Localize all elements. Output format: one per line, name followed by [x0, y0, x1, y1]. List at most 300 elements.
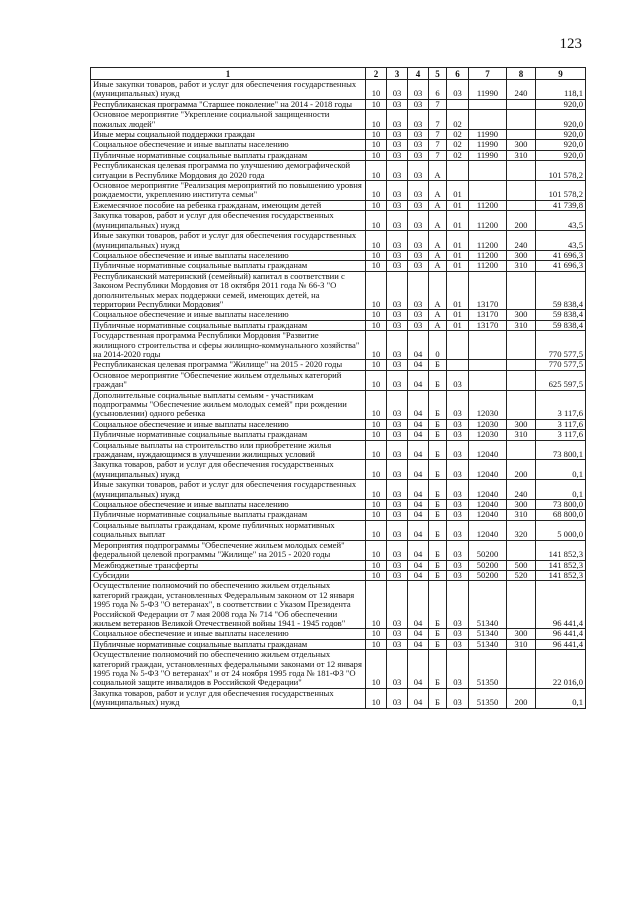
- col-header-subsection: 3: [387, 68, 408, 80]
- cell-expense-type: [507, 440, 536, 460]
- cell-expense-type: [507, 181, 536, 201]
- table-row: [91, 581, 586, 629]
- cell-section: 10: [366, 510, 387, 520]
- cell-expense-type: 300: [507, 629, 536, 639]
- cell-event: 01: [447, 271, 469, 310]
- cell-name: Социальное обеспечение и иные выплаты населению: [91, 500, 366, 510]
- cell-amount: 920,0: [536, 110, 586, 130]
- cell-expense-type: 300: [507, 419, 536, 429]
- cell-program: 03: [408, 181, 429, 201]
- table-row: [91, 629, 586, 639]
- cell-subsection: 03: [387, 520, 408, 540]
- cell-expense-type: [507, 370, 536, 390]
- table-row: [91, 480, 586, 500]
- cell-subprogram: 7: [429, 150, 447, 160]
- cell-direction: 50200: [469, 540, 507, 560]
- cell-expense-type: [507, 650, 536, 689]
- cell-event: [447, 161, 469, 181]
- cell-expense-type: 310: [507, 320, 536, 330]
- cell-program: 04: [408, 540, 429, 560]
- cell-program: 03: [408, 320, 429, 330]
- cell-section: 10: [366, 540, 387, 560]
- cell-subsection: 03: [387, 650, 408, 689]
- cell-direction: 50200: [469, 570, 507, 580]
- cell-program: 04: [408, 581, 429, 629]
- cell-direction: 12040: [469, 520, 507, 540]
- table-row: [91, 419, 586, 429]
- table-row: [91, 440, 586, 460]
- cell-subprogram: Б: [429, 570, 447, 580]
- cell-subprogram: Б: [429, 460, 447, 480]
- cell-section: 10: [366, 629, 387, 639]
- cell-program: 04: [408, 390, 429, 419]
- cell-section: 10: [366, 331, 387, 360]
- cell-program: 04: [408, 460, 429, 480]
- table-row: [91, 430, 586, 440]
- cell-name: Иные меры социальной поддержки граждан: [91, 130, 366, 140]
- cell-subsection: 03: [387, 130, 408, 140]
- cell-program: 03: [408, 271, 429, 310]
- table-row: [91, 130, 586, 140]
- budget-table: [90, 67, 586, 709]
- table-row: [91, 520, 586, 540]
- cell-program: 03: [408, 110, 429, 130]
- table-row: [91, 331, 586, 360]
- cell-program: 03: [408, 130, 429, 140]
- cell-subprogram: Б: [429, 360, 447, 370]
- cell-subsection: 03: [387, 360, 408, 370]
- cell-event: 03: [447, 629, 469, 639]
- cell-program: 03: [408, 161, 429, 181]
- cell-section: 10: [366, 261, 387, 271]
- cell-subprogram: Б: [429, 581, 447, 629]
- cell-section: 10: [366, 271, 387, 310]
- cell-section: 10: [366, 250, 387, 260]
- cell-section: 10: [366, 650, 387, 689]
- cell-amount: 5 000,0: [536, 520, 586, 540]
- cell-event: 03: [447, 440, 469, 460]
- table-row: [91, 460, 586, 480]
- cell-amount: 0,1: [536, 688, 586, 708]
- cell-name: Иные закупки товаров, работ и услуг для обеспечения государственных (муниципальных) нужд: [91, 231, 366, 251]
- page-number: 123: [559, 36, 582, 52]
- col-header-amount: 9: [536, 68, 586, 80]
- cell-direction: [469, 181, 507, 201]
- cell-expense-type: 240: [507, 231, 536, 251]
- table-row: [91, 500, 586, 510]
- col-header-program: 4: [408, 68, 429, 80]
- cell-amount: 59 838,4: [536, 310, 586, 320]
- cell-program: 04: [408, 430, 429, 440]
- table-row: [91, 110, 586, 130]
- cell-direction: 12040: [469, 500, 507, 510]
- cell-subsection: 03: [387, 80, 408, 100]
- table-row: [91, 250, 586, 260]
- cell-name: Публичные нормативные социальные выплаты гражданам: [91, 261, 366, 271]
- cell-subprogram: Б: [429, 419, 447, 429]
- cell-direction: 12040: [469, 510, 507, 520]
- cell-subprogram: А: [429, 181, 447, 201]
- cell-subsection: 03: [387, 440, 408, 460]
- cell-program: 04: [408, 639, 429, 649]
- cell-name: Республиканская программа "Старшее поколение" на 2014 - 2018 годы: [91, 99, 366, 109]
- cell-subprogram: Б: [429, 510, 447, 520]
- cell-event: 02: [447, 150, 469, 160]
- cell-program: 04: [408, 331, 429, 360]
- cell-amount: 41 696,3: [536, 261, 586, 271]
- cell-amount: 96 441,4: [536, 581, 586, 629]
- cell-name: Республиканская целевая программа "Жилище" на 2015 - 2020 годы: [91, 360, 366, 370]
- cell-subsection: 03: [387, 150, 408, 160]
- cell-name: Публичные нормативные социальные выплаты гражданам: [91, 510, 366, 520]
- cell-expense-type: 300: [507, 140, 536, 150]
- cell-direction: [469, 161, 507, 181]
- cell-section: 10: [366, 370, 387, 390]
- cell-section: 10: [366, 150, 387, 160]
- cell-subsection: 03: [387, 211, 408, 231]
- cell-subprogram: Б: [429, 370, 447, 390]
- cell-name: Социальное обеспечение и иные выплаты населению: [91, 419, 366, 429]
- cell-expense-type: 310: [507, 639, 536, 649]
- cell-section: 10: [366, 320, 387, 330]
- cell-subprogram: А: [429, 231, 447, 251]
- cell-subprogram: 7: [429, 110, 447, 130]
- cell-section: 10: [366, 520, 387, 540]
- cell-subprogram: Б: [429, 650, 447, 689]
- table-row: [91, 150, 586, 160]
- cell-expense-type: 310: [507, 430, 536, 440]
- cell-subsection: 03: [387, 200, 408, 210]
- cell-subprogram: 0: [429, 331, 447, 360]
- cell-subprogram: А: [429, 200, 447, 210]
- cell-program: 04: [408, 629, 429, 639]
- cell-subsection: 03: [387, 181, 408, 201]
- cell-direction: 51340: [469, 629, 507, 639]
- cell-subprogram: 6: [429, 80, 447, 100]
- cell-name: Основное мероприятие "Обеспечение жильем отдельных категорий граждан": [91, 370, 366, 390]
- cell-program: 03: [408, 250, 429, 260]
- cell-expense-type: 300: [507, 310, 536, 320]
- cell-name: Закупка товаров, работ и услуг для обеспечения государственных (муниципальных) нужд: [91, 460, 366, 480]
- cell-event: 03: [447, 639, 469, 649]
- cell-expense-type: [507, 581, 536, 629]
- cell-amount: 141 852,3: [536, 570, 586, 580]
- table-row: [91, 140, 586, 150]
- cell-event: 03: [447, 390, 469, 419]
- cell-amount: 920,0: [536, 150, 586, 160]
- cell-direction: 11200: [469, 231, 507, 251]
- cell-direction: [469, 110, 507, 130]
- cell-subprogram: Б: [429, 520, 447, 540]
- cell-amount: 118,1: [536, 80, 586, 100]
- table-row: [91, 161, 586, 181]
- cell-event: 01: [447, 231, 469, 251]
- cell-section: 10: [366, 430, 387, 440]
- cell-amount: 3 117,6: [536, 390, 586, 419]
- cell-name: Мероприятия подпрограммы "Обеспечение жильем молодых семей" федеральной целевой программы "Жилище" на 2015 - 2020 годы: [91, 540, 366, 560]
- cell-event: [447, 99, 469, 109]
- cell-event: 03: [447, 370, 469, 390]
- cell-direction: 11200: [469, 250, 507, 260]
- table-row: [91, 80, 586, 100]
- cell-amount: 920,0: [536, 130, 586, 140]
- cell-subsection: 03: [387, 320, 408, 330]
- cell-amount: 141 852,3: [536, 540, 586, 560]
- cell-section: 10: [366, 140, 387, 150]
- cell-subsection: 03: [387, 310, 408, 320]
- cell-direction: [469, 370, 507, 390]
- cell-name: Публичные нормативные социальные выплаты гражданам: [91, 639, 366, 649]
- cell-event: 02: [447, 140, 469, 150]
- cell-subsection: 03: [387, 639, 408, 649]
- cell-expense-type: [507, 540, 536, 560]
- cell-expense-type: 200: [507, 460, 536, 480]
- cell-expense-type: [507, 99, 536, 109]
- cell-program: 04: [408, 520, 429, 540]
- cell-name: Иные закупки товаров, работ и услуг для обеспечения государственных (муниципальных) нужд: [91, 80, 366, 100]
- cell-name: Социальное обеспечение и иные выплаты населению: [91, 629, 366, 639]
- table-row: [91, 540, 586, 560]
- cell-event: 02: [447, 110, 469, 130]
- cell-section: 10: [366, 130, 387, 140]
- cell-program: 04: [408, 440, 429, 460]
- cell-expense-type: 200: [507, 688, 536, 708]
- cell-name: Дополнительные социальные выплаты семьям - участникам подпрограммы "Обеспечение жильем молодых семей" при рождении (усыновлении) одного ребенка: [91, 390, 366, 419]
- cell-direction: 11200: [469, 200, 507, 210]
- cell-subsection: 03: [387, 250, 408, 260]
- cell-direction: 51350: [469, 650, 507, 689]
- cell-subprogram: Б: [429, 480, 447, 500]
- cell-name: Осуществление полномочий по обеспечению жильем отдельных категорий граждан, установленных Федеральным законом от 12 января 1995 года № 5-ФЗ "О ветеранах", в соответствии с Указом Президента Российской Федерации от 7 мая 2008 года № 714 "Об обеспечении жильем ветеранов Великой Отечественной войны 1941 - 1945 годов": [91, 581, 366, 629]
- cell-amount: 0,1: [536, 460, 586, 480]
- cell-subsection: 03: [387, 331, 408, 360]
- cell-name: Республиканская целевая программа по улучшению демографической ситуации в Республике Мордовия до 2020 года: [91, 161, 366, 181]
- cell-amount: 920,0: [536, 140, 586, 150]
- table-row: [91, 200, 586, 210]
- table-row: [91, 261, 586, 271]
- table-row: [91, 271, 586, 310]
- cell-section: 10: [366, 110, 387, 130]
- cell-name: Закупка товаров, работ и услуг для обеспечения государственных (муниципальных) нужд: [91, 688, 366, 708]
- cell-name: Публичные нормативные социальные выплаты гражданам: [91, 430, 366, 440]
- cell-expense-type: 300: [507, 250, 536, 260]
- cell-name: Республиканский материнский (семейный) капитал в соответствии с Законом Республики Мордовия от 18 октября 2011 года № 66-З "О дополнительных мерах поддержки семей, имеющих детей, на территории Республики Мордовия": [91, 271, 366, 310]
- cell-expense-type: [507, 200, 536, 210]
- cell-expense-type: 310: [507, 261, 536, 271]
- cell-section: 10: [366, 161, 387, 181]
- cell-expense-type: [507, 360, 536, 370]
- cell-subprogram: 7: [429, 130, 447, 140]
- cell-direction: 12040: [469, 460, 507, 480]
- cell-event: 02: [447, 130, 469, 140]
- cell-expense-type: [507, 110, 536, 130]
- cell-section: 10: [366, 440, 387, 460]
- cell-section: 10: [366, 560, 387, 570]
- cell-name: Социальное обеспечение и иные выплаты населению: [91, 140, 366, 150]
- cell-direction: 11990: [469, 130, 507, 140]
- col-header-section: 2: [366, 68, 387, 80]
- cell-event: 03: [447, 500, 469, 510]
- col-header-name: 1: [91, 68, 366, 80]
- cell-subsection: 03: [387, 419, 408, 429]
- cell-direction: 11990: [469, 80, 507, 100]
- cell-name: Публичные нормативные социальные выплаты гражданам: [91, 150, 366, 160]
- cell-section: 10: [366, 460, 387, 480]
- cell-section: 10: [366, 419, 387, 429]
- cell-program: 03: [408, 261, 429, 271]
- cell-event: 03: [447, 419, 469, 429]
- cell-program: 04: [408, 480, 429, 500]
- col-header-event: 6: [447, 68, 469, 80]
- table-row: [91, 231, 586, 251]
- cell-amount: 68 800,0: [536, 510, 586, 520]
- cell-amount: 22 016,0: [536, 650, 586, 689]
- cell-program: 04: [408, 570, 429, 580]
- cell-amount: 101 578,2: [536, 181, 586, 201]
- cell-name: Государственная программа Республики Мордовия "Развитие жилищного строительства и сферы жилищно-коммунального хозяйства" на 2014-2020 годы: [91, 331, 366, 360]
- cell-subprogram: Б: [429, 639, 447, 649]
- cell-amount: 41 696,3: [536, 250, 586, 260]
- cell-subsection: 03: [387, 500, 408, 510]
- cell-amount: 59 838,4: [536, 320, 586, 330]
- cell-name: Социальные выплаты гражданам, кроме публичных нормативных социальных выплат: [91, 520, 366, 540]
- cell-amount: 920,0: [536, 99, 586, 109]
- table-row: [91, 688, 586, 708]
- cell-direction: [469, 331, 507, 360]
- cell-section: 10: [366, 181, 387, 201]
- cell-direction: 12040: [469, 440, 507, 460]
- cell-subsection: 03: [387, 560, 408, 570]
- cell-expense-type: 320: [507, 520, 536, 540]
- cell-program: 03: [408, 211, 429, 231]
- table-row: [91, 370, 586, 390]
- cell-event: 03: [447, 480, 469, 500]
- cell-section: 10: [366, 480, 387, 500]
- cell-name: Осуществление полномочий по обеспечению жильем отдельных категорий граждан, установленных федеральными законами от 12 января 1995 года № 5-ФЗ "О ветеранах" и от 24 ноября 1995 года № 181-ФЗ "О социальной защите инвалидов в Российской Федерации": [91, 650, 366, 689]
- cell-program: 04: [408, 370, 429, 390]
- cell-event: 03: [447, 570, 469, 580]
- cell-program: 03: [408, 99, 429, 109]
- cell-event: 01: [447, 181, 469, 201]
- cell-event: 03: [447, 540, 469, 560]
- cell-program: 04: [408, 500, 429, 510]
- cell-event: 01: [447, 261, 469, 271]
- cell-name: Ежемесячное пособие на ребенка гражданам, имеющим детей: [91, 200, 366, 210]
- cell-name: Закупка товаров, работ и услуг для обеспечения государственных (муниципальных) нужд: [91, 211, 366, 231]
- cell-expense-type: [507, 331, 536, 360]
- table-row: [91, 99, 586, 109]
- cell-direction: 11990: [469, 140, 507, 150]
- cell-event: 03: [447, 430, 469, 440]
- cell-program: 04: [408, 560, 429, 570]
- cell-subprogram: А: [429, 310, 447, 320]
- cell-expense-type: 310: [507, 150, 536, 160]
- cell-subprogram: 7: [429, 140, 447, 150]
- cell-direction: 12030: [469, 419, 507, 429]
- cell-name: Социальные выплаты на строительство или приобретение жилья гражданам, нуждающимся в улучшении жилищных условий: [91, 440, 366, 460]
- cell-expense-type: [507, 161, 536, 181]
- cell-event: 03: [447, 560, 469, 570]
- cell-expense-type: 240: [507, 80, 536, 100]
- cell-direction: 51340: [469, 639, 507, 649]
- table-row: [91, 560, 586, 570]
- cell-subsection: 03: [387, 581, 408, 629]
- cell-program: 04: [408, 650, 429, 689]
- cell-subsection: 03: [387, 460, 408, 480]
- cell-name: Субсидии: [91, 570, 366, 580]
- cell-amount: 73 800,0: [536, 500, 586, 510]
- cell-subprogram: А: [429, 261, 447, 271]
- table-row: [91, 570, 586, 580]
- cell-subprogram: Б: [429, 500, 447, 510]
- cell-expense-type: 200: [507, 211, 536, 231]
- cell-amount: 59 838,4: [536, 271, 586, 310]
- cell-name: Иные закупки товаров, работ и услуг для обеспечения государственных (муниципальных) нужд: [91, 480, 366, 500]
- cell-section: 10: [366, 99, 387, 109]
- table-row: [91, 211, 586, 231]
- cell-expense-type: 500: [507, 560, 536, 570]
- cell-direction: 12030: [469, 390, 507, 419]
- cell-subsection: 03: [387, 430, 408, 440]
- cell-amount: 141 852,3: [536, 560, 586, 570]
- table-row: [91, 320, 586, 330]
- cell-subsection: 03: [387, 110, 408, 130]
- cell-subprogram: А: [429, 250, 447, 260]
- cell-direction: 51340: [469, 581, 507, 629]
- cell-direction: 51350: [469, 688, 507, 708]
- cell-subsection: 03: [387, 271, 408, 310]
- cell-event: [447, 331, 469, 360]
- cell-section: 10: [366, 231, 387, 251]
- cell-direction: 11200: [469, 211, 507, 231]
- cell-amount: 73 800,1: [536, 440, 586, 460]
- cell-expense-type: 310: [507, 510, 536, 520]
- cell-amount: 3 117,6: [536, 430, 586, 440]
- cell-event: 03: [447, 460, 469, 480]
- cell-subsection: 03: [387, 629, 408, 639]
- cell-amount: 41 739,8: [536, 200, 586, 210]
- cell-name: Межбюджетные трансферты: [91, 560, 366, 570]
- cell-event: 01: [447, 310, 469, 320]
- cell-expense-type: 240: [507, 480, 536, 500]
- cell-event: 03: [447, 520, 469, 540]
- cell-direction: 13170: [469, 320, 507, 330]
- col-header-expense-type: 8: [507, 68, 536, 80]
- cell-event: 01: [447, 320, 469, 330]
- cell-name: Основное мероприятие "Укрепление социальной защищенности пожилых людей": [91, 110, 366, 130]
- cell-subprogram: Б: [429, 629, 447, 639]
- col-header-subprogram: 5: [429, 68, 447, 80]
- cell-amount: 96 441,4: [536, 629, 586, 639]
- cell-amount: 43,5: [536, 211, 586, 231]
- cell-direction: 13170: [469, 310, 507, 320]
- cell-expense-type: [507, 130, 536, 140]
- cell-program: 03: [408, 80, 429, 100]
- cell-subsection: 03: [387, 390, 408, 419]
- cell-section: 10: [366, 390, 387, 419]
- table-row: [91, 360, 586, 370]
- cell-amount: 625 597,5: [536, 370, 586, 390]
- cell-amount: 101 578,2: [536, 161, 586, 181]
- table-row: [91, 510, 586, 520]
- cell-program: 03: [408, 231, 429, 251]
- cell-subprogram: Б: [429, 560, 447, 570]
- cell-amount: 43,5: [536, 231, 586, 251]
- cell-subprogram: А: [429, 211, 447, 231]
- table-row: [91, 390, 586, 419]
- cell-expense-type: 300: [507, 500, 536, 510]
- cell-subprogram: 7: [429, 99, 447, 109]
